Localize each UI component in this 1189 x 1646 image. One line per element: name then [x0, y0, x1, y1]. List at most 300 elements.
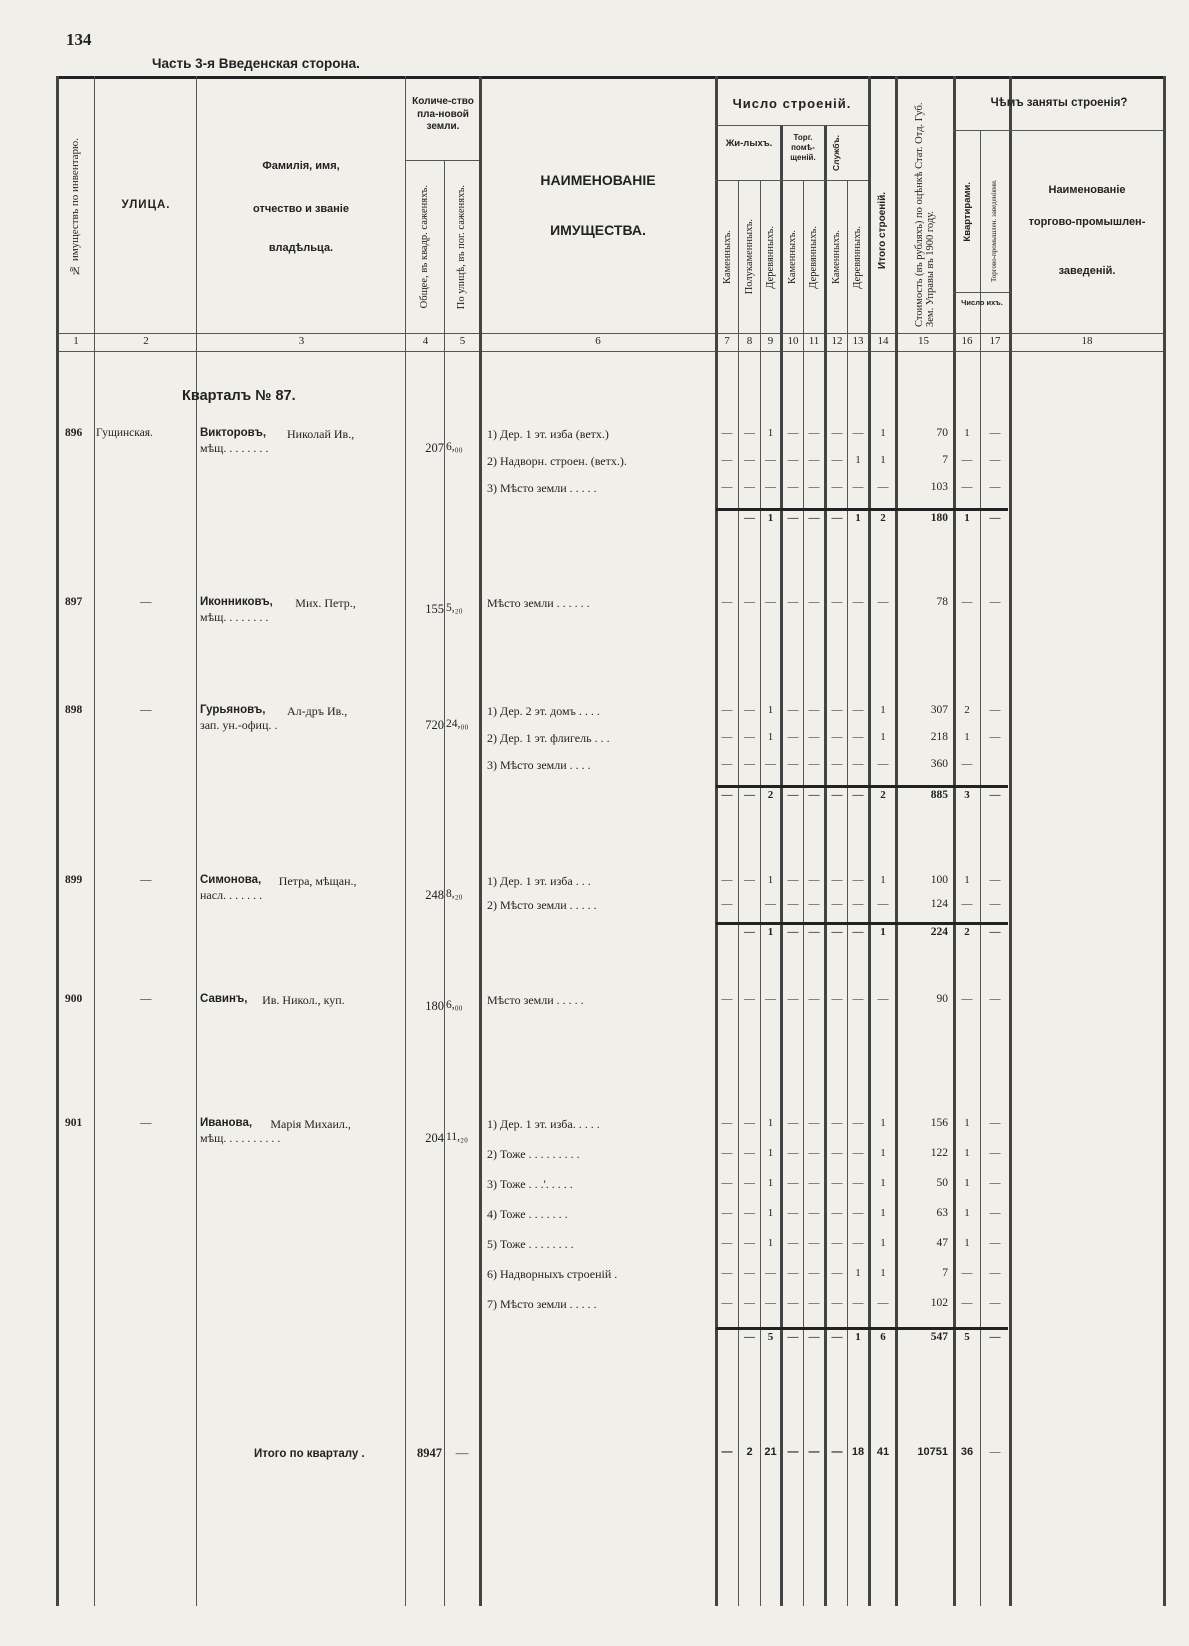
subtotal-count: —: [831, 789, 843, 801]
trade-count: —: [989, 1147, 1001, 1159]
table-left-rule: [56, 76, 59, 1606]
trade-count: —: [989, 596, 1001, 608]
building-count: 1: [880, 704, 886, 716]
building-count: —: [808, 1147, 820, 1159]
subtotal-value: 224: [930, 926, 948, 938]
land-area: 155: [425, 602, 444, 616]
building-count: —: [831, 1267, 843, 1279]
apartments-count: 1: [964, 1117, 970, 1129]
trade-count: —: [989, 1117, 1001, 1129]
building-count: —: [831, 993, 843, 1005]
colnum-rule: [58, 351, 1166, 352]
building-count: —: [852, 1117, 864, 1129]
building-count: —: [852, 1177, 864, 1189]
building-count: 1: [880, 1177, 886, 1189]
col-header-property-2: ИМУЩЕСТВА.: [550, 222, 646, 238]
column-number: 11: [808, 335, 820, 347]
building-count: —: [721, 596, 733, 608]
building-count: —: [787, 758, 799, 770]
col-header-service: Службъ.: [830, 135, 841, 171]
building-count: —: [831, 704, 843, 716]
col-divider: [1009, 76, 1012, 1606]
building-count: 1: [767, 1237, 774, 1249]
apartments-count: —: [961, 596, 973, 608]
subtotal-count: —: [808, 1331, 820, 1343]
building-count: —: [808, 993, 820, 1005]
property-value: 122: [930, 1147, 948, 1159]
building-count: —: [808, 1207, 820, 1219]
building-count: —: [721, 898, 733, 910]
subtotal-rule: [716, 785, 1008, 788]
building-count: —: [721, 1207, 733, 1219]
col-header-8: Полукаменныхъ.: [743, 219, 755, 295]
building-count: 1: [767, 874, 774, 886]
building-count: 1: [880, 454, 886, 466]
building-count: —: [831, 427, 843, 439]
property-item: 6) Надворныхъ строеній .: [487, 1267, 618, 1281]
building-count: 1: [880, 731, 886, 743]
building-count: —: [721, 1117, 733, 1129]
apartments-count: —: [961, 898, 973, 910]
grand-total-count: —: [787, 1446, 799, 1458]
trade-count: —: [989, 704, 1001, 716]
property-item: 2) Дер. 1 эт. флигель . . .: [487, 731, 610, 745]
building-count: —: [831, 1117, 843, 1129]
building-count: 1: [880, 1237, 886, 1249]
trade-count: —: [989, 454, 1001, 466]
subtotal-count: —: [787, 1331, 799, 1343]
building-count: —: [787, 1117, 799, 1129]
building-count: —: [787, 1207, 799, 1219]
col-header-18-2: торгово-промышлен-: [1028, 216, 1146, 228]
subtotal-count: —: [831, 512, 843, 524]
subtotal-count: —: [744, 789, 755, 801]
subtotal-count: 1: [880, 926, 886, 938]
building-count: —: [765, 993, 776, 1005]
col-divider: [444, 160, 445, 1606]
property-item: 2) Мѣсто земли . . . . .: [487, 898, 597, 912]
col-header-13: Деревянныхъ.: [852, 225, 864, 289]
col-header-14: Итого строеній.: [876, 191, 888, 269]
header-subrule: [405, 160, 479, 161]
owner-surname: Иванова,: [200, 1117, 253, 1129]
building-count: —: [831, 1177, 843, 1189]
building-count: —: [744, 1297, 755, 1309]
subtotal-trade: —: [989, 789, 1001, 801]
building-count: —: [831, 1207, 843, 1219]
building-count: —: [831, 1297, 843, 1309]
building-count: 1: [880, 1117, 886, 1129]
trade-count: —: [989, 1237, 1001, 1249]
col-header-owner-1: Фамилія, имя,: [262, 160, 340, 172]
property-value: 218: [930, 731, 948, 743]
trade-count: —: [989, 1267, 1001, 1279]
col-header-owner-2: отчество и званіе: [253, 203, 349, 215]
street-name: Гущинская.: [96, 427, 153, 439]
subtotal-count: —: [744, 926, 755, 938]
building-count: —: [877, 1297, 889, 1309]
column-number: 1: [73, 335, 79, 347]
street-name: —: [140, 704, 152, 716]
grand-total-front: —: [455, 1446, 469, 1460]
frontage: 6,₀₀: [446, 441, 463, 453]
trade-count: —: [989, 481, 1001, 493]
subtotal-count: —: [808, 512, 820, 524]
building-count: —: [721, 758, 733, 770]
subtotal-count: —: [787, 789, 799, 801]
table-right-rule: [1163, 76, 1166, 1606]
property-value: 90: [936, 993, 948, 1005]
owner-name: Николай Ив.,: [287, 427, 355, 441]
subtotal-count: —: [787, 512, 799, 524]
property-item: Мѣсто земли . . . . . .: [487, 596, 590, 610]
owner-name: Марія Михаил.,: [270, 1117, 351, 1131]
property-value: 7: [942, 1267, 948, 1279]
building-count: —: [787, 1267, 799, 1279]
apartments-count: —: [961, 481, 973, 493]
subtotal-count: 2: [767, 789, 774, 801]
owner-name: Петра, мѣщан.,: [278, 874, 357, 888]
building-count: —: [744, 596, 755, 608]
building-count: —: [787, 1147, 799, 1159]
building-count: —: [808, 1267, 820, 1279]
col-header-10: Каменныхъ.: [787, 229, 799, 285]
street-name: —: [140, 596, 152, 608]
inventory-number: 900: [65, 993, 83, 1005]
subtotal-count: —: [831, 926, 843, 938]
building-count: —: [721, 427, 733, 439]
column-number: 5: [459, 335, 466, 347]
col-header-buildings: Число строеній.: [732, 96, 852, 111]
building-count: —: [787, 993, 799, 1005]
building-count: —: [877, 898, 889, 910]
subtotal-apartments: 2: [964, 926, 970, 938]
building-count: —: [831, 454, 843, 466]
col-header-land-qty: Количе-ство пла-новой земли.: [412, 96, 474, 132]
col-divider: [824, 125, 827, 1606]
street-name: —: [140, 874, 152, 886]
subtotal-trade: —: [989, 926, 1001, 938]
building-count: —: [744, 758, 755, 770]
building-count: —: [831, 1237, 843, 1249]
col-divider: [738, 180, 739, 1606]
property-item: 3) Тоже . . .'. . . . .: [487, 1177, 573, 1191]
building-count: —: [721, 731, 733, 743]
property-item: 3) Мѣсто земли . . . . .: [487, 481, 597, 495]
subtotal-count: —: [787, 926, 799, 938]
building-count: —: [808, 481, 820, 493]
building-count: —: [852, 1297, 864, 1309]
building-count: —: [831, 731, 843, 743]
building-count: —: [852, 1237, 864, 1249]
apartments-count: 1: [964, 1177, 970, 1189]
column-number: 17: [989, 335, 1001, 347]
subtotal-value: 180: [930, 512, 948, 524]
building-count: —: [744, 1207, 755, 1219]
building-count: —: [877, 481, 889, 493]
building-count: 1: [767, 704, 774, 716]
subtotal-count: 2: [880, 789, 886, 801]
land-area: 180: [425, 999, 444, 1013]
owner-rank: зап. ун.-офиц. .: [200, 718, 278, 732]
col-divider: [94, 76, 95, 1606]
owner-surname: Савинъ,: [200, 993, 248, 1005]
grand-total-label: Итого по кварталу .: [254, 1448, 365, 1460]
building-count: —: [787, 454, 799, 466]
building-count: —: [721, 1177, 733, 1189]
owner-surname: Симонова,: [200, 874, 262, 886]
col-header-trade: Торг. помѣ-щеній.: [790, 133, 816, 162]
subtotal-rule: [716, 508, 1008, 511]
building-count: —: [787, 874, 799, 886]
col-header-18-1: Наименованіе: [1048, 184, 1126, 196]
building-count: —: [808, 596, 820, 608]
building-count: 1: [855, 454, 861, 466]
building-count: —: [852, 874, 864, 886]
apartments-count: 1: [964, 1147, 970, 1159]
grand-total-count: —: [721, 1446, 733, 1458]
subtotal-apartments: 3: [964, 789, 970, 801]
subtotal-value: 547: [930, 1331, 948, 1343]
trade-count: —: [989, 731, 1001, 743]
apartments-count: —: [961, 993, 973, 1005]
building-count: —: [765, 1297, 776, 1309]
header-subrule: [953, 130, 1163, 131]
property-value: 156: [930, 1117, 948, 1129]
building-count: —: [744, 874, 755, 886]
building-count: —: [808, 1237, 820, 1249]
building-count: —: [831, 481, 843, 493]
property-item: 2) Тоже . . . . . . . . .: [487, 1147, 580, 1161]
building-count: —: [831, 874, 843, 886]
frontage: 11,₂₀: [446, 1131, 468, 1143]
column-number: 18: [1081, 335, 1093, 347]
inventory-number: 897: [65, 596, 83, 608]
trade-count: —: [989, 898, 1001, 910]
building-count: 1: [767, 1117, 774, 1129]
building-count: —: [744, 1147, 755, 1159]
subtotal-count: 2: [880, 512, 886, 524]
owner-name: Ал-дръ Ив.,: [287, 704, 348, 718]
building-count: —: [808, 731, 820, 743]
property-item: 2) Надворн. строен. (ветх.).: [487, 454, 627, 468]
col-divider: [803, 180, 804, 1606]
building-count: —: [808, 898, 820, 910]
building-count: —: [808, 1177, 820, 1189]
building-count: —: [744, 731, 755, 743]
col-divider: [980, 130, 981, 1606]
building-count: —: [787, 731, 799, 743]
owner-name: Ив. Никол., куп.: [262, 993, 345, 1007]
owner-name: Мих. Петр.,: [295, 596, 356, 610]
column-number: 13: [852, 335, 864, 347]
property-value: 360: [930, 758, 948, 770]
subtotal-count: —: [744, 512, 755, 524]
subtotal-count: —: [744, 1331, 755, 1343]
inventory-number: 898: [65, 704, 83, 716]
col-divider: [760, 180, 761, 1606]
column-number: 10: [787, 335, 799, 347]
grand-total-count: —: [831, 1446, 843, 1458]
subtotal-rule: [716, 1327, 1008, 1330]
col-header-16: Квартирами.: [962, 182, 974, 242]
frontage: 5,₂₀: [446, 602, 463, 614]
frontage: 8,₂₀: [446, 888, 463, 900]
building-count: —: [787, 596, 799, 608]
building-count: —: [787, 427, 799, 439]
building-count: 1: [767, 1147, 774, 1159]
property-value: 7: [942, 454, 948, 466]
building-count: —: [765, 481, 776, 493]
building-count: 1: [855, 1267, 861, 1279]
property-value: 63: [936, 1207, 948, 1219]
column-number: 12: [831, 335, 843, 347]
page-subtitle: Часть 3-я Введенская сторона.: [152, 56, 360, 71]
apartments-count: 1: [964, 1207, 970, 1219]
property-item: 5) Тоже . . . . . . . .: [487, 1237, 574, 1251]
col-divider: [780, 125, 783, 1606]
grand-total-count: 41: [876, 1446, 890, 1458]
col-header-street: УЛИЦА.: [121, 199, 171, 211]
property-item: 1) Дер. 1 эт. изба (ветх.): [487, 427, 609, 441]
owner-rank: мѣщ. . . . . . . .: [200, 610, 269, 624]
subtotal-count: —: [721, 789, 733, 801]
trade-count: —: [989, 993, 1001, 1005]
subtotal-apartments: 5: [964, 1331, 970, 1343]
street-name: —: [140, 993, 152, 1005]
building-count: —: [852, 1147, 864, 1159]
owner-rank: мѣщ. . . . . . . . . .: [200, 1131, 281, 1145]
building-count: —: [721, 481, 733, 493]
building-count: —: [721, 993, 733, 1005]
building-count: —: [721, 454, 733, 466]
building-count: 1: [880, 874, 886, 886]
inventory-number: 896: [65, 427, 83, 439]
col-header-property-1: НАИМЕНОВАНІЕ: [540, 172, 656, 188]
property-item: 4) Тоже . . . . . . .: [487, 1207, 568, 1221]
subtotal-count: —: [808, 789, 820, 801]
building-count: —: [852, 758, 864, 770]
grand-total-value: 10751: [917, 1446, 948, 1458]
property-value: 103: [930, 481, 948, 493]
property-value: 70: [936, 427, 948, 439]
land-area: 207: [425, 441, 444, 455]
trade-count: —: [989, 874, 1001, 886]
subtotal-count: —: [852, 789, 864, 801]
header-subrule: [715, 180, 868, 181]
building-count: —: [744, 704, 755, 716]
grand-total-count: 21: [764, 1446, 777, 1458]
owner-rank: насл. . . . . . .: [200, 888, 263, 902]
subtotal-count: 5: [767, 1331, 774, 1343]
building-count: —: [744, 427, 755, 439]
building-count: —: [852, 481, 864, 493]
building-count: —: [744, 993, 755, 1005]
building-count: —: [808, 427, 820, 439]
col-header-occupied: Чѣмъ заняты строенія?: [990, 97, 1128, 109]
col-divider: [479, 76, 482, 1606]
grand-total-count: 18: [851, 1446, 865, 1458]
land-area: 720: [425, 718, 444, 732]
building-count: —: [765, 898, 776, 910]
column-number: 2: [143, 335, 149, 347]
building-count: —: [765, 758, 776, 770]
inventory-number: 899: [65, 874, 83, 886]
building-count: —: [744, 481, 755, 493]
col-header-15: Стоимость (въ рубляхъ) по оцѣнкѣ Стат. Отд. Губ. Зем. Управы въ 1900 году.: [914, 102, 937, 327]
property-value: 102: [930, 1297, 948, 1309]
building-count: 1: [767, 1177, 774, 1189]
land-area: 248: [425, 888, 444, 902]
grand-total-trade: —: [989, 1446, 1001, 1458]
building-count: —: [721, 1297, 733, 1309]
subtotal-trade: —: [989, 512, 1001, 524]
col-divider: [847, 180, 848, 1606]
col-header-area: Общее, въ квадр. саженяхъ.: [419, 185, 431, 309]
property-item: 1) Дер. 1 эт. изба. . . . .: [487, 1117, 600, 1131]
column-number: 7: [724, 335, 730, 347]
inventory-number: 901: [65, 1117, 83, 1129]
owner-surname: Гурьяновъ,: [200, 704, 266, 716]
apartments-count: —: [961, 454, 973, 466]
grand-total-area: 8947: [417, 1446, 442, 1460]
apartments-count: 1: [964, 874, 970, 886]
building-count: —: [787, 1177, 799, 1189]
building-count: —: [744, 1177, 755, 1189]
building-count: —: [831, 758, 843, 770]
building-count: —: [744, 1267, 755, 1279]
property-item: 1) Дер. 1 эт. изба . . .: [487, 874, 591, 888]
column-number: 4: [422, 335, 429, 347]
building-count: —: [852, 704, 864, 716]
owner-surname: Иконниковъ,: [200, 596, 273, 608]
building-count: —: [831, 898, 843, 910]
grand-total-apartments: 36: [960, 1446, 974, 1458]
col-header-frontage: По улицѣ, въ пог. саженяхъ.: [456, 184, 468, 310]
building-count: —: [765, 454, 776, 466]
subtotal-count: —: [831, 1331, 843, 1343]
col-header-1617-count: Число ихъ.: [961, 298, 1003, 307]
building-count: —: [877, 596, 889, 608]
col-header-inventory-no: № имуществъ по инвентарю.: [69, 138, 82, 276]
frontage: 24,₀₀: [446, 718, 469, 730]
property-value: 124: [930, 898, 948, 910]
owner-surname: Викторовъ,: [200, 427, 267, 439]
column-number: 9: [767, 335, 774, 347]
apartments-count: —: [961, 1267, 973, 1279]
subtotal-count: —: [808, 926, 820, 938]
building-count: 1: [880, 1267, 886, 1279]
col-header-11: Деревянныхъ.: [808, 225, 820, 289]
property-value: 100: [930, 874, 948, 886]
subtotal-value: 885: [930, 789, 948, 801]
subtotal-count: 1: [855, 1331, 861, 1343]
building-count: —: [721, 704, 733, 716]
building-count: —: [852, 993, 864, 1005]
building-count: —: [787, 898, 799, 910]
building-count: —: [765, 1267, 776, 1279]
building-count: —: [721, 1237, 733, 1249]
column-number: 14: [877, 335, 889, 347]
subtotal-count: 1: [767, 926, 774, 938]
apartments-count: 2: [964, 704, 970, 716]
building-count: —: [852, 1207, 864, 1219]
property-item: 7) Мѣсто земли . . . . .: [487, 1297, 597, 1311]
trade-count: —: [989, 1297, 1001, 1309]
header-subrule: [953, 292, 1009, 293]
building-count: —: [852, 731, 864, 743]
trade-count: —: [989, 1207, 1001, 1219]
